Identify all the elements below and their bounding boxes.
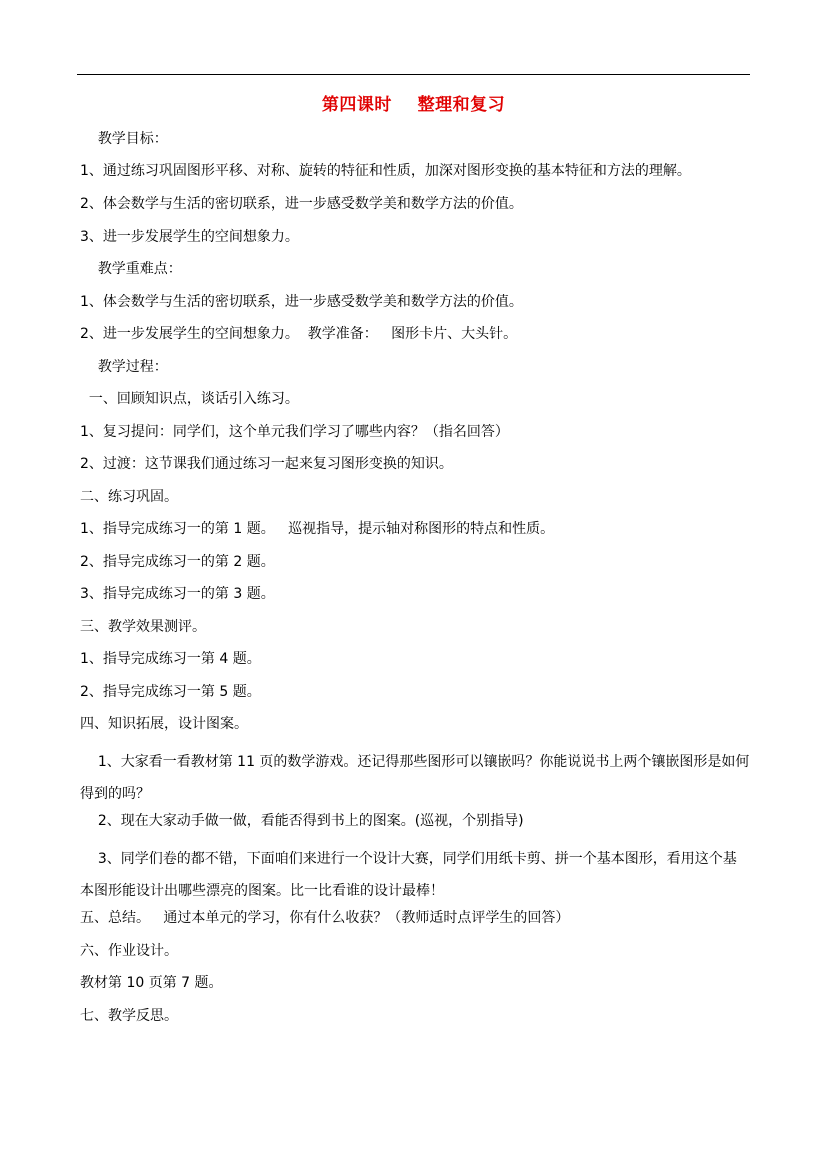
page-title: 第四课时 整理和复习	[321, 95, 506, 115]
paragraph-section-6: 六、作业设计。	[80, 943, 178, 959]
paragraph-section-4: 四、知识拓展，设计图案。	[80, 716, 248, 732]
paragraph-extension-2: 2、现在大家动手做一做，看能否得到书上的图案。(巡视，个别指导)	[80, 813, 524, 829]
paragraph-section-1: 一、回顾知识点，谈话引入练习。	[80, 391, 299, 407]
paragraph-objectives-heading: 教学目标：	[80, 131, 168, 147]
paragraph-objective-1: 1、通过练习巩固图形平移、对称、旋转的特征和性质，加深对图形变换的基本特征和方法的理解。	[80, 163, 691, 179]
paragraph-section-7: 七、教学反思。	[80, 1008, 178, 1024]
paragraph-exercise-3: 3、指导完成练习一的第 3 题。	[80, 586, 275, 602]
paragraph-assessment-1: 1、指导完成练习一第 4 题。	[80, 651, 261, 667]
paragraph-homework: 教材第 10 页第 7 题。	[80, 975, 223, 991]
paragraph-keypoints-heading: 教学重难点：	[80, 261, 182, 277]
paragraph-keypoint-1: 1、体会数学与生活的密切联系，进一步感受数学美和数学方法的价值。	[80, 294, 523, 310]
paragraph-section-5: 五、总结。 通过本单元的学习，你有什么收获？（教师适时点评学生的回答）	[80, 910, 570, 926]
paragraph-exercise-1: 1、指导完成练习一的第 1 题。 巡视指导，提示轴对称图形的特点和性质。	[80, 521, 555, 537]
paragraph-extension-3: 3、同学们卷的都不错，下面咱们来进行一个设计大赛，同学们用纸卡剪、拼一个基本图形，看用这个基本图形能设计出哪些漂亮的图案。比一比看谁的设计最棒！	[80, 851, 737, 899]
paragraph-transition: 2、过渡：这节课我们通过练习一起来复习图形变换的知识。	[80, 456, 453, 472]
header-rule	[77, 74, 750, 75]
paragraph-review-question: 1、复习提问：同学们，这个单元我们学习了哪些内容？（指名回答）	[80, 424, 509, 440]
paragraph-section-3: 三、教学效果测评。	[80, 619, 206, 635]
paragraph-extension-1: 1、大家看一看教材第 11 页的数学游戏。还记得那些图形可以镶嵌吗？你能说说书上两个镶嵌图形是如何得到的吗？	[80, 754, 750, 802]
paragraph-objective-3: 3、进一步发展学生的空间想象力。	[80, 229, 299, 245]
paragraph-exercise-2: 2、指导完成练习一的第 2 题。	[80, 554, 275, 570]
paragraph-keypoint-2: 2、进一步发展学生的空间想象力。 教学准备： 图形卡片、大头针。	[80, 326, 518, 342]
paragraph-process-heading: 教学过程：	[80, 359, 168, 375]
paragraph-section-2: 二、练习巩固。	[80, 489, 178, 505]
paragraph-objective-2: 2、体会数学与生活的密切联系，进一步感受数学美和数学方法的价值。	[80, 196, 523, 212]
paragraph-assessment-2: 2、指导完成练习一第 5 题。	[80, 684, 261, 700]
